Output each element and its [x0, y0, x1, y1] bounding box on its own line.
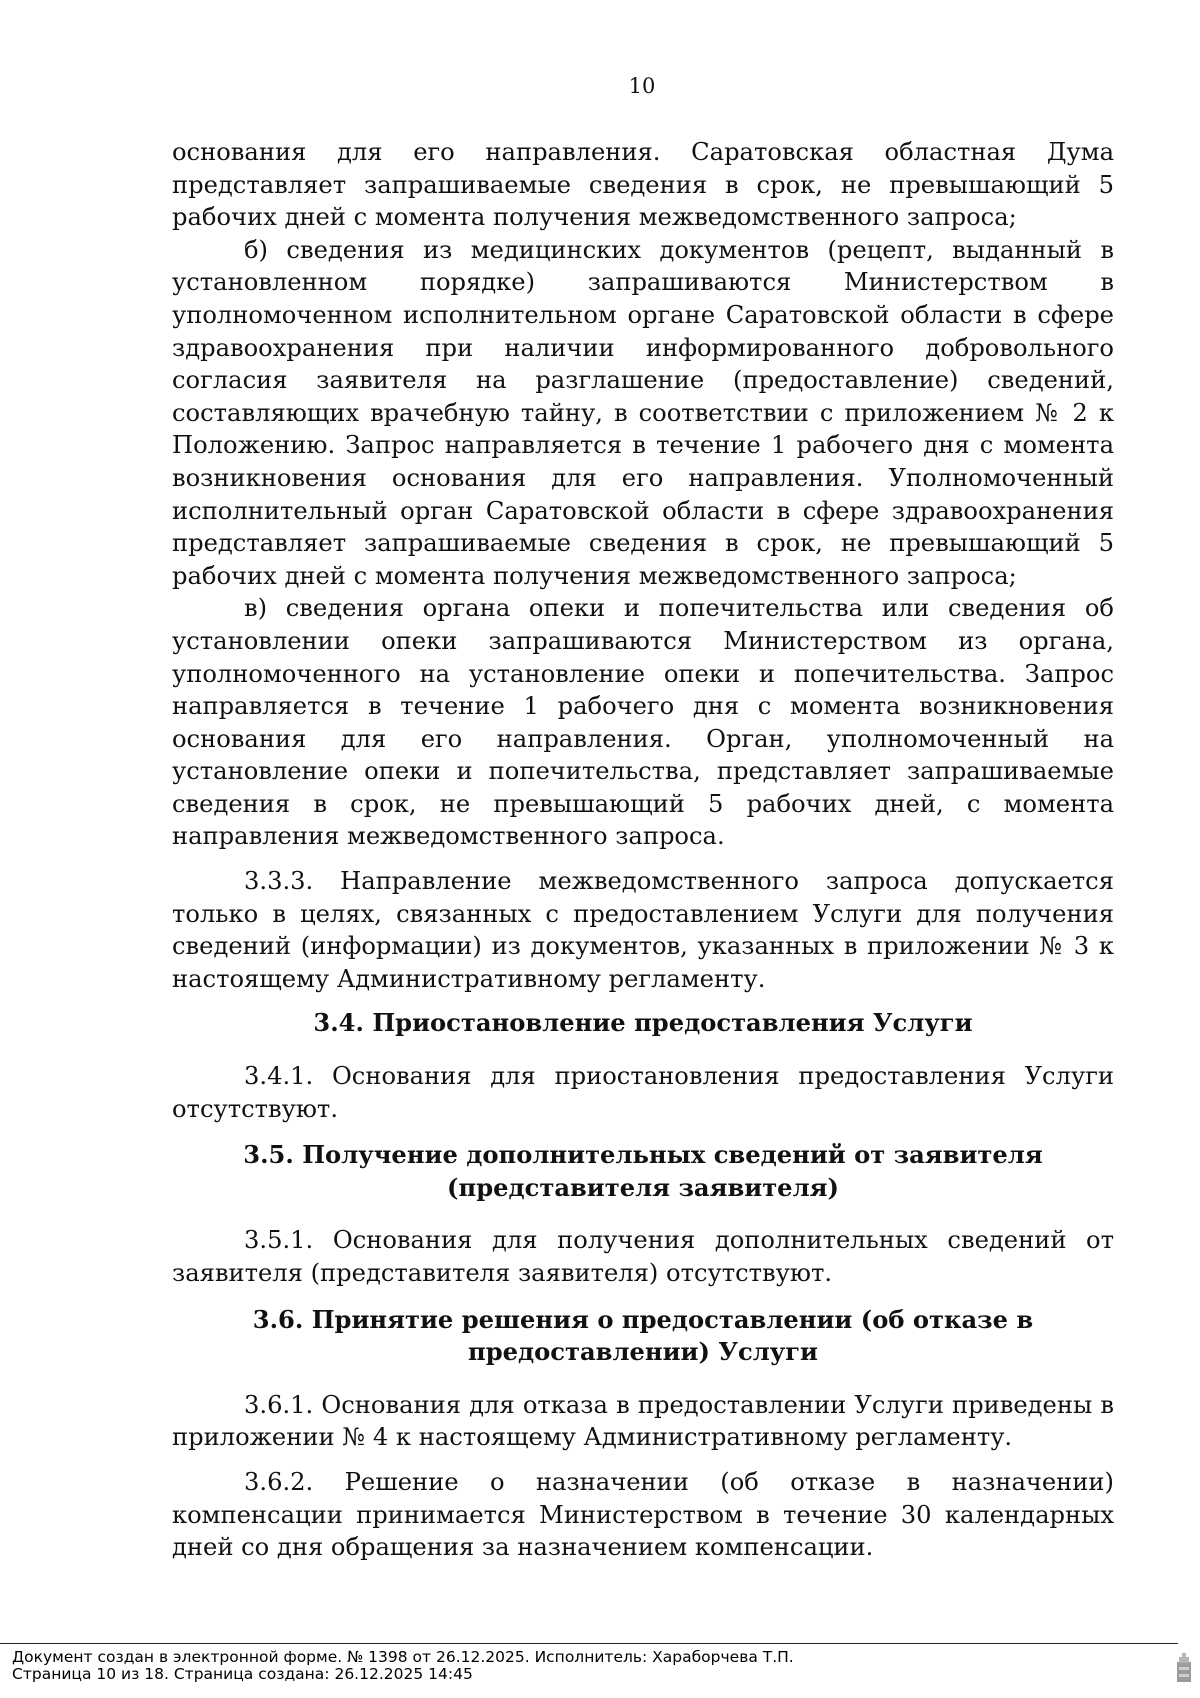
paragraph-3-5-1: 3.5.1. Основания для получения дополнительных сведений от заявителя (представителя заявителя) отсутствуют. [172, 1226, 1114, 1287]
section-heading-3-5 [172, 1139, 1114, 1204]
paragraph-3-3-3: 3.3.3. Направление межведомственного запроса допускается только в целях, связанных с предоставлением Услуги для получения сведений (информации) из документов, указанных в приложении № 3 к настоящему Административному регламенту. [172, 867, 1114, 993]
section-heading-3-6-text: 3.6. Принятие решения о предоставлении (об отказе в предоставлении) Услуги [252, 1304, 1034, 1367]
footer-divider [0, 1643, 1178, 1644]
section-heading-3-6 [172, 1304, 1114, 1369]
paragraph-continuation: основания для его направления. Саратовская областная Дума представляет запрашиваемые сведения в срок, не превышающий 5 рабочих дней с момента получения межведомственного запроса; [172, 138, 1114, 232]
paragraph-3-6-2: 3.6.2. Решение о назначении (об отказе в назначении) компенсации принимается Министерством в течение 30 календарных дней со дня обращения за назначением компенсации. [172, 1467, 1114, 1562]
page-number: 10 [628, 74, 656, 98]
paragraph-3-6-1: 3.6.1. Основания для отказа в предоставлении Услуги приведены в приложении № 4 к настоящему Административному регламенту. [172, 1390, 1114, 1452]
section-heading-3-5-text: 3.5. Получение дополнительных сведений от заявителя (представителя заявителя) [243, 1140, 1043, 1202]
document-body [172, 136, 1114, 1564]
paragraph-3-4-1: 3.4.1. Основания для приостановления предоставления Услуги отсутствуют. [172, 1062, 1114, 1123]
footer-line-2: Страница 10 из 18. Страница создана: 26.12.2025 14:45 [12, 1665, 473, 1683]
footer-line-1: Документ создан в электронной форме. № 1398 от 26.12.2025. Исполнитель: Хараборчева Т.П. [12, 1648, 794, 1666]
paragraph-item-v: в) сведения органа опеки и попечительства или сведения об установлении опеки запрашиваются Министерством из органа, уполномоченного на установление опеки и попечительства. Запрос направляется в течение 1 рабочего дня с момента возникновения основания для его направления. Орган, уполномоченный на установление опеки и попечительства, представляет запрашиваемые сведения в срок, не превышающий 5 рабочих дней, с момента направления межведомственного запроса. [172, 594, 1114, 851]
emblem-icon [1174, 1653, 1194, 1685]
document-footer [12, 1649, 794, 1683]
section-heading-3-4: 3.4. Приостановление предоставления Услуги [313, 1008, 973, 1038]
paragraph-item-b: б) сведения из медицинских документов (рецепт, выданный в установленном порядке) запрашиваются Министерством в уполномоченном исполнительном органе Саратовской области в сфере здравоохранения при наличии информированного добровольного согласия заявителя на разглашение (предоставление) сведений, составляющих врачебную тайну, в соответствии с приложением № 2 к Положению. Запрос направляется в течение 1 рабочего дня с момента возникновения основания для его направления. Уполномоченный исполнительный орган Саратовской области в сфере здравоохранения представляет запрашиваемые сведения в срок, не превышающий 5 рабочих дней с момента получения межведомственного запроса; [172, 235, 1114, 590]
